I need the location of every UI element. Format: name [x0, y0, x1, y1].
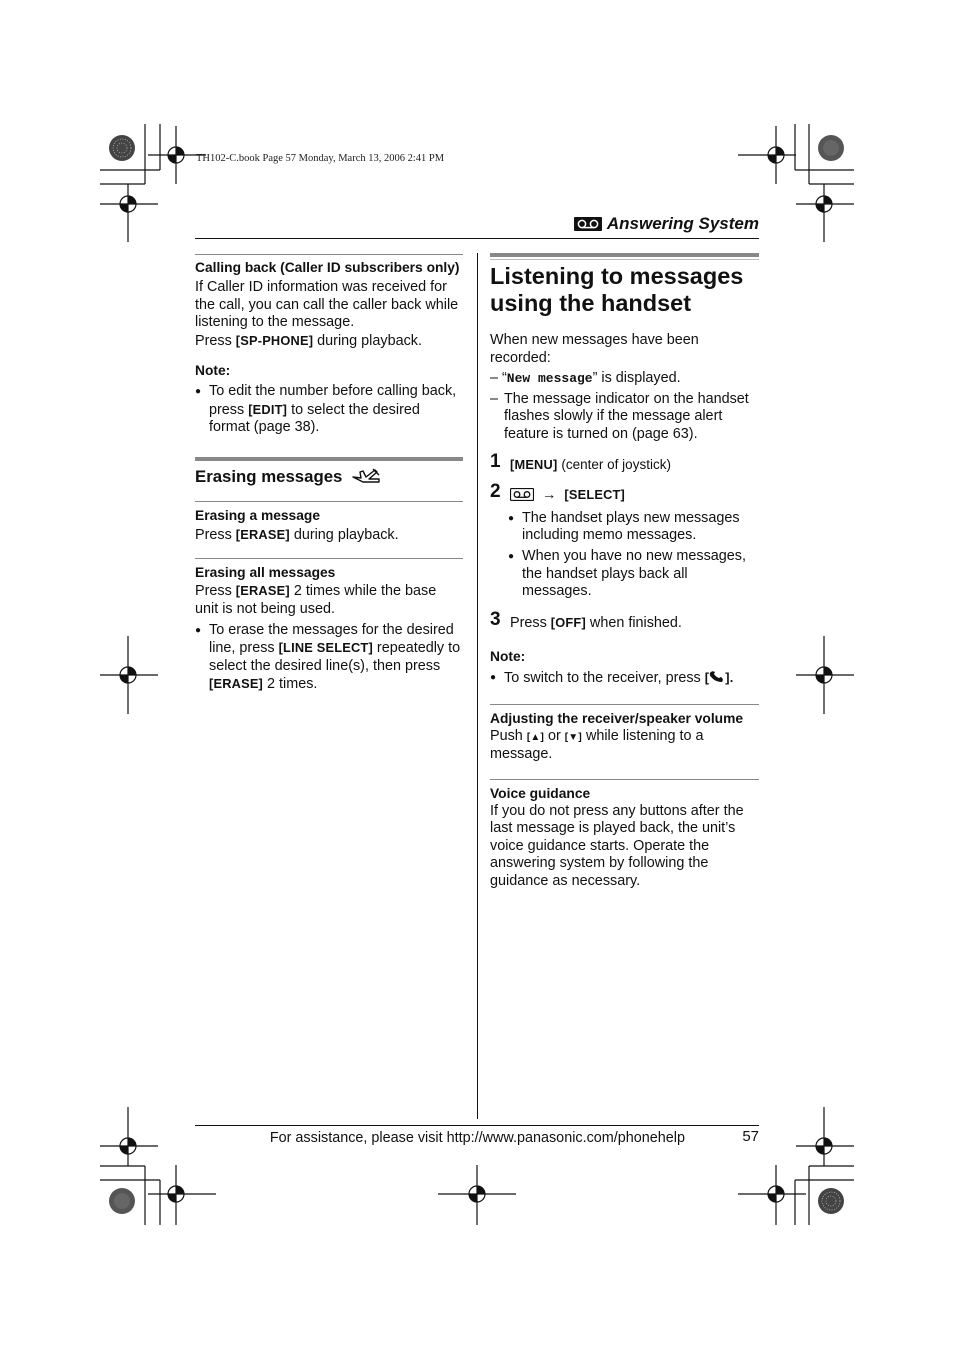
up-key: [▲] — [526, 731, 544, 743]
section-title-text: Answering System — [606, 214, 759, 233]
erase-key: [ERASE] — [209, 676, 264, 692]
erase-one-heading: Erasing a message — [195, 501, 463, 525]
step-number: 1 — [490, 450, 501, 472]
callback-body: If Caller ID information was received for the call, you can call the caller back while listening to the message. — [195, 279, 459, 331]
step-2-bullet: ● The handset plays new messages including memo messages. — [508, 510, 759, 545]
voice-guidance-body: If you do not press any buttons after the last message is played back, the unit’s voice guidance starts. Operate the answering system by following the guidance as necessary. — [490, 802, 744, 890]
select-key: [SELECT] — [564, 487, 625, 503]
section-title — [573, 214, 759, 237]
step-number: 3 — [490, 608, 501, 630]
down-key: [▼] — [564, 731, 582, 743]
note-bullet: ● To edit the number before calling back, press [EDIT] to select the desired format (page 38). — [195, 383, 463, 437]
page-number: 57 — [742, 1128, 759, 1145]
left-column — [195, 254, 463, 694]
callback-press: Press [SP-PHONE] during playback. — [195, 332, 422, 349]
step-number: 2 — [490, 481, 501, 503]
erase-all-bullet: ● To erase the messages for the desired line, press [LINE SELECT] repeatedly to select the desired line(s), then press [ERASE] 2 times. — [195, 622, 463, 694]
print-slug: TH102-C.book Page 57 Monday, March 13, 2006 2:41 PM — [196, 153, 445, 164]
footer-rule — [195, 1125, 759, 1126]
right-column — [490, 253, 759, 891]
intro-text: When new messages have been recorded: — [490, 332, 699, 366]
answering-tape-icon — [510, 488, 534, 507]
callback-heading: Calling back (Caller ID subscribers only) — [195, 254, 463, 277]
step-2 — [490, 481, 759, 507]
erase-all-heading: Erasing all messages — [195, 558, 463, 582]
phone-handset-icon — [709, 670, 725, 689]
erase-key: [ERASE] — [235, 526, 290, 542]
erase-one-text: Press [ERASE] during playback. — [195, 526, 399, 543]
arrow-icon: → — [542, 487, 557, 504]
page-header — [195, 212, 759, 239]
answering-tape-icon — [573, 216, 603, 237]
assistance-text: For assistance, please visit http://www.panasonic.com/phonehelp — [269, 1130, 685, 1146]
menu-key: [MENU] — [510, 456, 558, 472]
edit-key: [EDIT] — [248, 401, 288, 417]
column-divider — [477, 253, 478, 1119]
volume-text: Push [▲] or [▼] while listening to a message. — [490, 727, 704, 763]
display-text: New message — [506, 371, 593, 387]
line-select-key: [LINE SELECT] — [278, 640, 373, 656]
voice-guidance-heading: Voice guidance — [490, 779, 759, 803]
sp-phone-key: [SP-PHONE] — [235, 332, 314, 348]
dash-item-display: – “New message” is displayed. — [490, 370, 681, 387]
note-bullet: ● To switch to the receiver, press [ ]. — [490, 669, 759, 689]
step-2-bullet: ● When you have no new messages, the handset plays back all messages. — [508, 548, 759, 601]
dash-item-indicator: – The message indicator on the handset flashes slowly if the message alert feature is turned on (page 63). — [490, 391, 759, 444]
note-label: Note: — [490, 649, 526, 665]
erase-all-text: Press [ERASE] 2 times while the base unit is not being used. — [195, 583, 437, 617]
erase-hand-icon — [351, 467, 381, 491]
volume-heading: Adjusting the receiver/speaker volume — [490, 704, 759, 728]
step-3: 3 Press [OFF] when finished. — [490, 608, 682, 631]
erasing-heading: Erasing messages — [195, 457, 463, 491]
erase-key: [ERASE] — [235, 583, 290, 599]
off-key: [OFF] — [550, 614, 586, 630]
step-1: 1 [MENU] (center of joystick) — [490, 450, 671, 472]
note-label: Note: — [195, 363, 231, 379]
main-heading: Listening to messages using the handset — [490, 253, 759, 317]
